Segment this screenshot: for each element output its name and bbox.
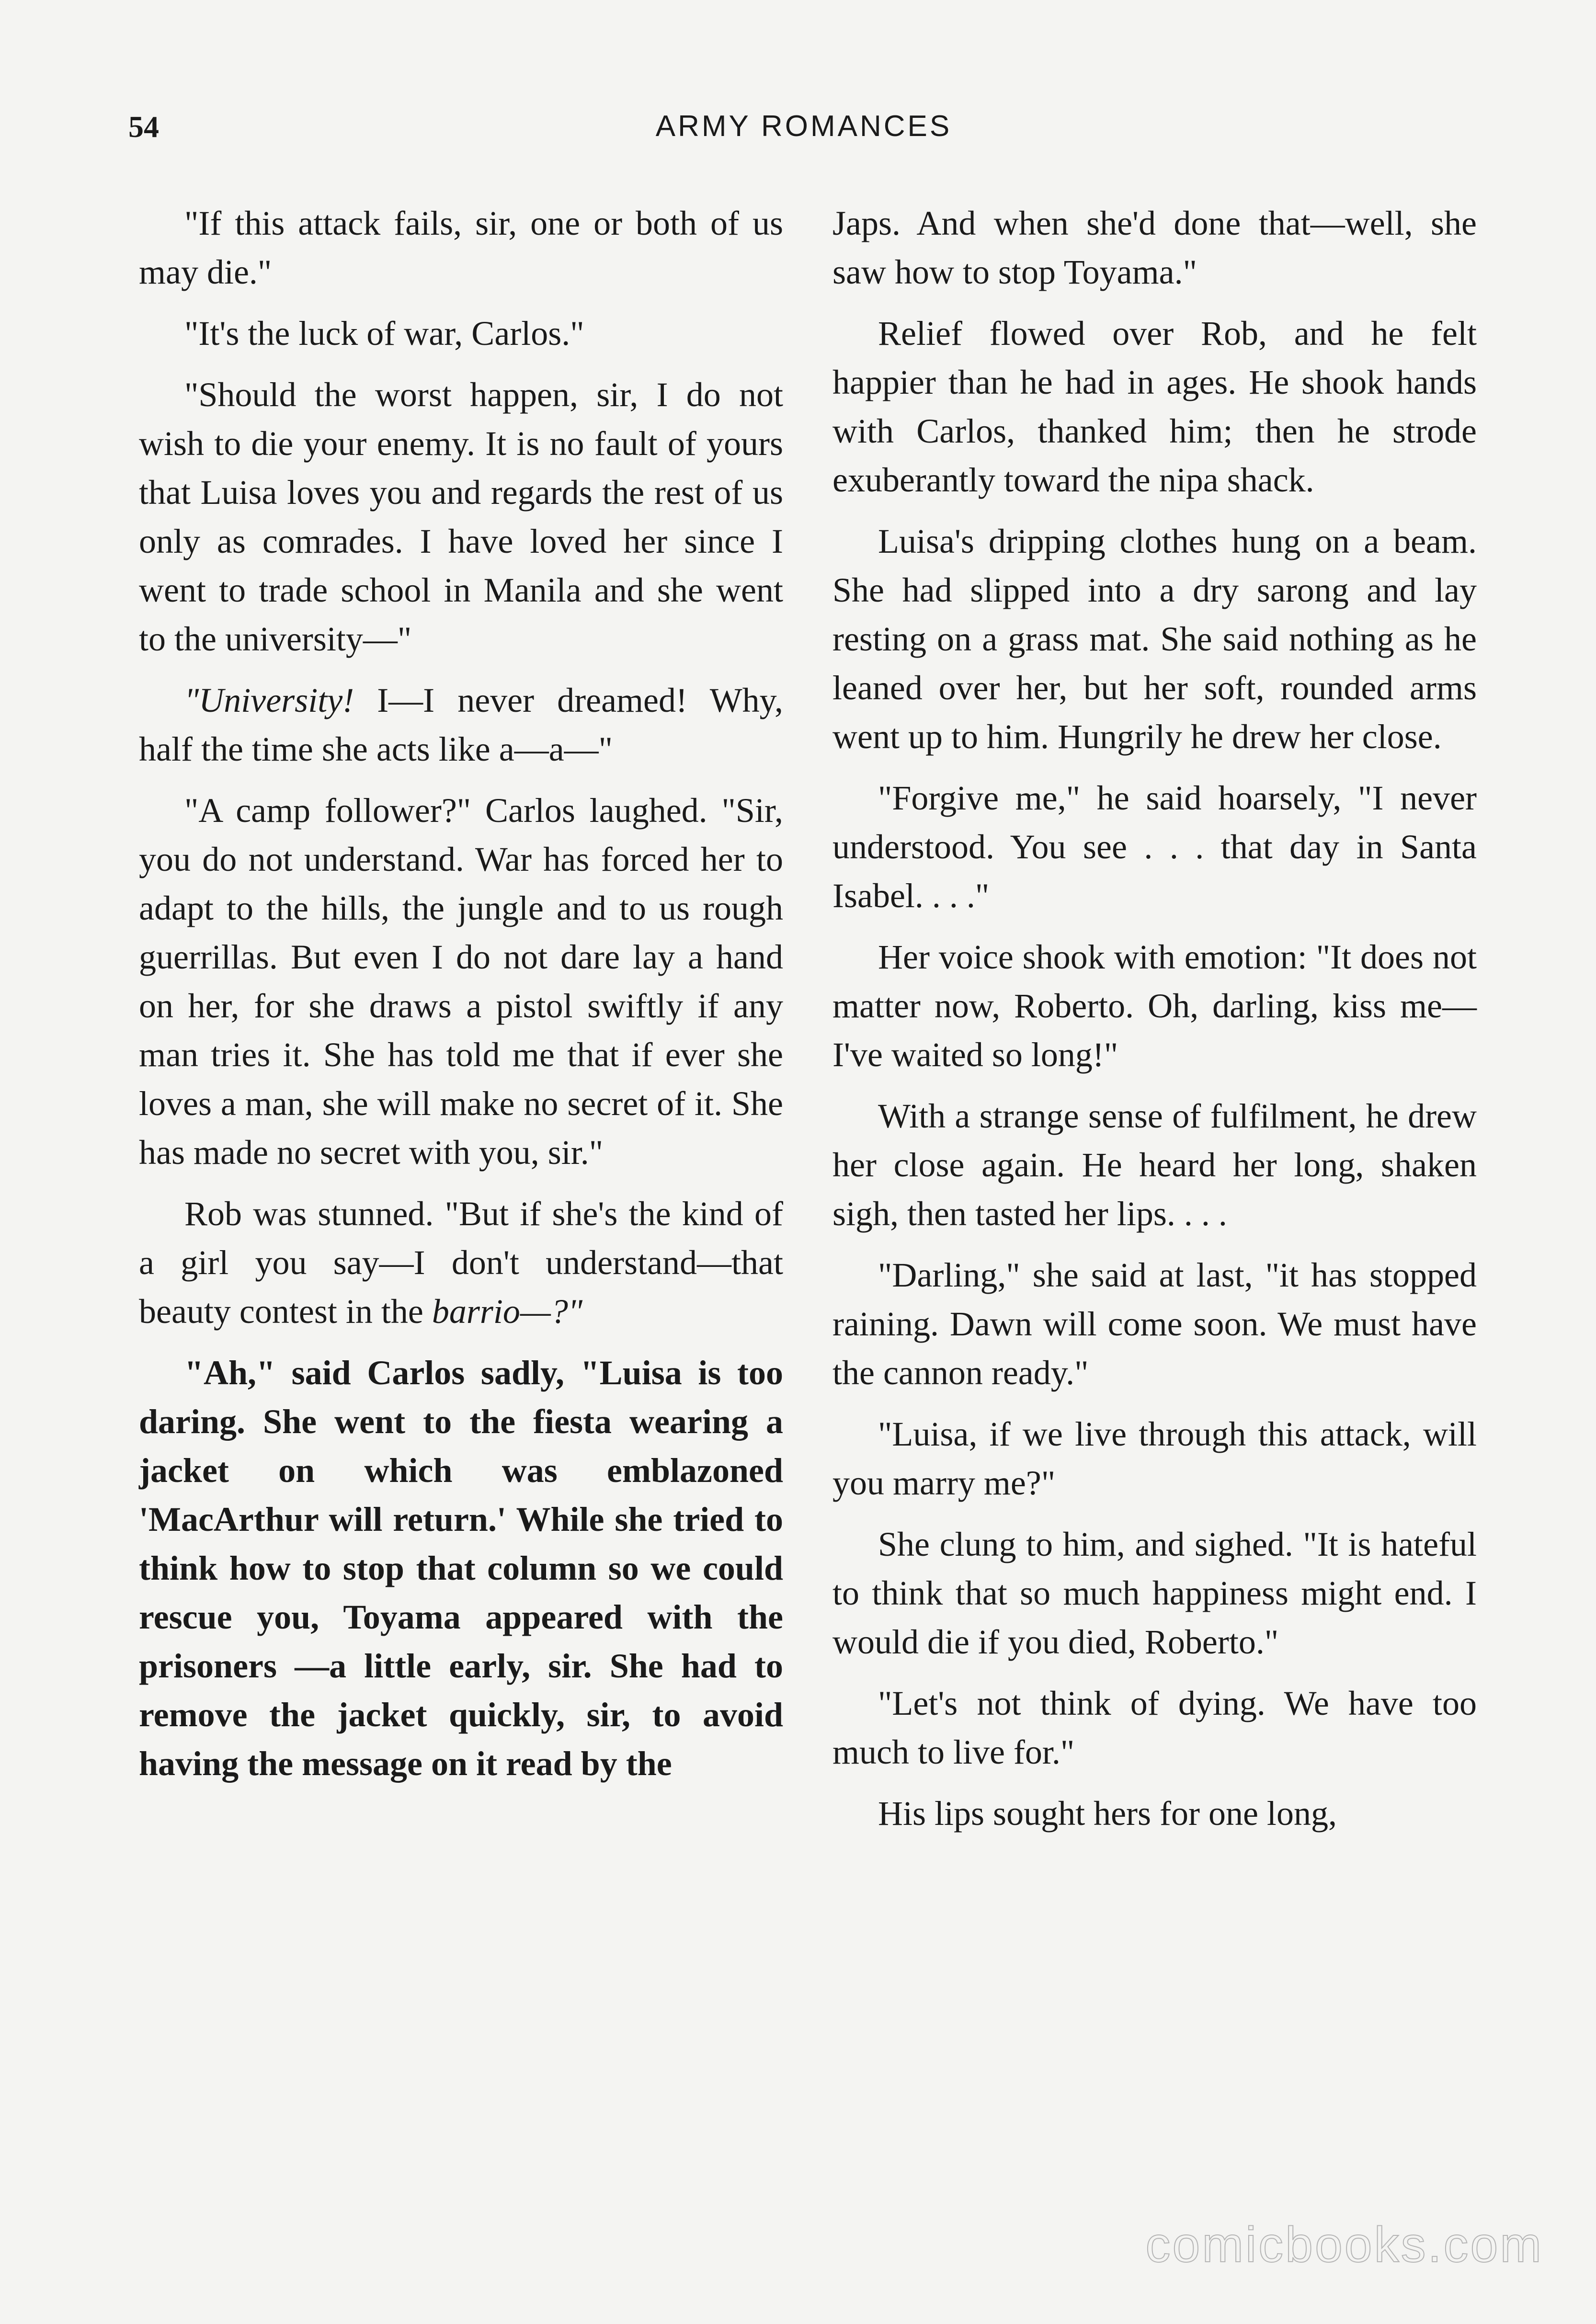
paragraph: His lips sought hers for one long, bbox=[878, 1794, 1337, 1833]
paragraph: With a strange sense of fulfilment, he drew her close again. He heard her long, shaken sigh, then tasted her lips. . . . bbox=[832, 1097, 1477, 1233]
paragraph: "Let's not think of dying. We have too much to live for." bbox=[832, 1684, 1477, 1771]
page-number: 54 bbox=[128, 110, 159, 144]
italic-text: "University! bbox=[184, 681, 354, 719]
paragraph: She clung to him, and sighed. "It is hateful to think that so much happiness might end. I would die if you died, Roberto." bbox=[832, 1525, 1477, 1661]
paragraph-text: I—I never dreamed! Why, half the time she acts like a—a—" bbox=[139, 681, 783, 768]
paragraph: "Darling," she said at last, "it has stopped raining. Dawn will come soon. We must have the cannon ready." bbox=[832, 1256, 1477, 1392]
paragraph: "Ah," said Carlos sadly, "Luisa is too daring. She went to the fiesta wearing a jacket on which was emblazoned 'MacArthur will return.' While she tried to think how to stop that column so we could rescue you, Toyama appeared with the prisoners —a little early, sir. She had to remove the jacket quickly, sir, to avoid having the message on it read by the bbox=[139, 1354, 783, 1783]
paragraph: Her voice shook with emotion: "It does not matter now, Roberto. Oh, darling, kiss me—I've waited so long!" bbox=[832, 938, 1477, 1074]
paragraph: "Forgive me," he said hoarsely, "I never understood. You see . . . that day in Santa Isabel. . . ." bbox=[832, 779, 1477, 915]
paragraph: "It's the luck of war, Carlos." bbox=[184, 314, 584, 353]
italic-text: barrio—?" bbox=[432, 1292, 583, 1331]
paragraph bbox=[139, 1189, 783, 1336]
right-column bbox=[832, 199, 1477, 1850]
paragraph-text: Rob was stunned. "But if she's the kind of a girl you say—I don't understand—that beauty contest in the bbox=[139, 1195, 783, 1331]
running-title: ARMY ROMANCES bbox=[655, 110, 952, 143]
paragraph: "If this attack fails, sir, one or both of us may die." bbox=[139, 204, 783, 291]
paragraph-continued: Japs. And when she'd done that—well, she saw how to stop Toyama." bbox=[832, 204, 1477, 291]
paragraph: Luisa's dripping clothes hung on a beam. She had slipped into a dry sarong and lay resting on a grass mat. She said nothing as he leaned over her, but her soft, rounded arms went up to him. Hungrily he drew her close. bbox=[832, 522, 1477, 756]
watermark: comicbooks.com bbox=[1145, 2217, 1543, 2273]
page-header bbox=[128, 109, 1479, 152]
paragraph: Relief flowed over Rob, and he felt happier than he had in ages. He shook hands with Carlos, thanked him; then he strode exuberantly toward the nipa shack. bbox=[832, 314, 1477, 499]
paragraph: "Should the worst happen, sir, I do not wish to die your enemy. It is no fault of yours that Luisa loves you and regards the rest of us only as comrades. I have loved her since I went to trade school in Manila and she went to the university—" bbox=[139, 376, 783, 658]
paragraph: "A camp follower?" Carlos laughed. "Sir, you do not understand. War has forced her to adapt to the hills, the jungle and to us rough guerrillas. But even I do not dare lay a hand on her, for she draws a pistol swiftly if any man tries it. She has told me that if ever she loves a man, she will make no secret of it. She has made no secret with you, sir." bbox=[139, 791, 783, 1172]
paragraph bbox=[139, 676, 783, 774]
paragraph: "Luisa, if we live through this attack, will you marry me?" bbox=[832, 1415, 1477, 1502]
left-column bbox=[139, 199, 783, 1800]
